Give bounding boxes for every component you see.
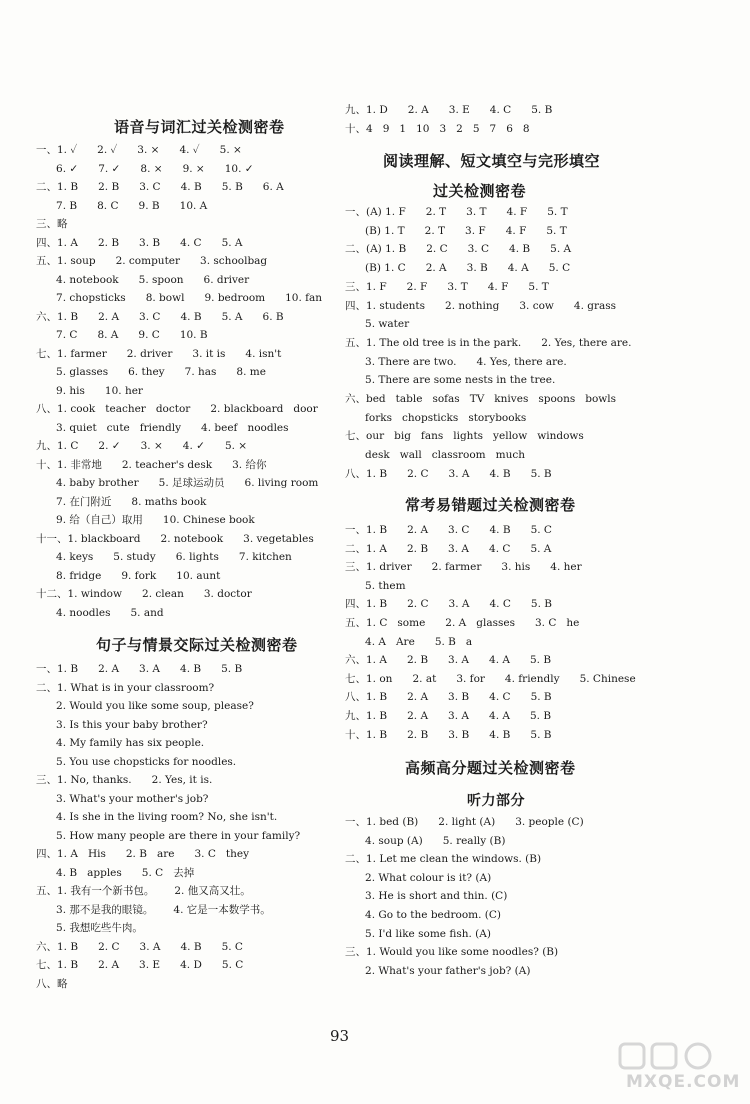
answer-line: 一、1. ✓ 2. ✓ 3. × 4. ✓ 5. × [36, 144, 242, 156]
answer-line: 一、1. B 2. A 3. C 4. B 5. C [345, 524, 552, 536]
answer-line: 十、1. B 2. B 3. B 4. B 5. B [345, 728, 552, 741]
answer-line: 三、1. driver 2. farmer 3. his 4. her [345, 561, 582, 574]
answer-line: 4. noodles 5. and [36, 606, 164, 619]
answer-line: 五、1. 我有一个新书包。 2. 他又高又壮。 [36, 885, 251, 897]
answer-line: 4. baby brother 5. 足球运动员 6. living room [36, 477, 319, 489]
watermark-logo [610, 1042, 744, 1100]
answer-line: 2. What colour is it? (A) [345, 871, 492, 884]
answer-line: desk wall classroom much [345, 449, 525, 462]
answer-line: 7. C 8. A 9. C 10. B [36, 329, 208, 341]
answer-line: 四、1. A 2. B 3. B 4. C 5. A [36, 236, 243, 249]
answer-line: 5. How many people are there in your family? [36, 829, 301, 842]
answer-line: 八、1. B 2. C 3. A 4. B 5. B [345, 467, 552, 480]
answer-line: 3. 那不是我的眼镜。 4. 它是一本数学书。 [36, 903, 271, 916]
answer-line: 五、1. C some 2. A glasses 3. C he [345, 617, 580, 629]
section-title: 高频高分题过关检测密卷 [405, 759, 576, 777]
answer-line: 3. There are two. 4. Yes, there are. [345, 355, 567, 368]
answer-line: 七、1. farmer 2. driver 3. it is 4. isn't [36, 347, 282, 360]
answer-line: 九、1. D 2. A 3. E 4. C 5. B [345, 104, 553, 116]
answer-line: 9. 给（自己）取用 10. Chinese book [36, 514, 255, 526]
answer-line: 九、1. C 2. ✓ 3. × 4. ✓ 5. × [36, 440, 248, 452]
answer-line: (B) 1. T 2. T 3. F 4. F 5. T [345, 224, 567, 237]
answer-line: 3. Is this your baby brother? [36, 718, 208, 731]
section-title: 常考易错题过关检测密卷 [405, 496, 576, 514]
answer-line: 五、1. soup 2. computer 3. schoolbag [36, 255, 268, 267]
answer-line: forks chopsticks storybooks [345, 411, 527, 424]
answer-line: 8. fridge 9. fork 10. aunt [36, 569, 221, 582]
answer-line: 四、1. B 2. C 3. A 4. C 5. B [345, 598, 552, 611]
answer-line: 二、1. A 2. B 3. A 4. C 5. A [345, 542, 552, 555]
answer-line: 六、1. A 2. B 3. A 4. A 5. B [345, 654, 552, 667]
answer-line: 7. B 8. C 9. B 10. A [36, 199, 208, 212]
section-title: 过关检测密卷 [433, 182, 527, 200]
answer-line: 十、4 9 1 10 3 2 5 7 6 8 [345, 123, 530, 135]
answer-line: 十、1. 非常地 2. teacher's desk 3. 给你 [36, 458, 267, 471]
answer-line: 5. I'd like some fish. (A) [345, 927, 491, 940]
answer-line: 十一、1. blackboard 2. notebook 3. vegetables [36, 532, 314, 545]
answer-line: 4. notebook 5. spoon 6. driver [36, 273, 250, 286]
answer-line: 4. soup (A) 5. really (B) [345, 834, 506, 847]
answer-line: 4. My family has six people. [36, 737, 205, 749]
answer-line: 七、our big fans lights yellow windows [345, 430, 584, 443]
answer-line: 2. Would you like some soup, please? [36, 700, 254, 712]
answer-line: 5. You use chopsticks for noodles. [36, 755, 237, 768]
answer-line: 6. ✓ 7. ✓ 8. × 9. × 10. ✓ [36, 162, 254, 175]
answer-line: 5. them [345, 579, 406, 592]
answer-line: 八、1. B 2. A 3. B 4. C 5. B [345, 691, 552, 704]
answer-line: 9. his 10. her [36, 384, 143, 397]
answer-line: 二、(A) 1. B 2. C 3. C 4. B 5. A [345, 243, 572, 256]
section-title: 句子与情景交际过关检测密卷 [96, 636, 298, 654]
answer-line: 5. There are some nests in the tree. [345, 374, 556, 387]
answer-line: 7. 在门附近 8. maths book [36, 495, 207, 508]
answer-line: 八、1. cook teacher doctor 2. blackboard door [36, 403, 318, 415]
answer-line: 五、1. The old tree is in the park. 2. Yes, there are. [345, 336, 632, 349]
answer-line: 九、1. B 2. A 3. A 4. A 5. B [345, 710, 552, 722]
answer-line: 4. A Are 5. B a [345, 635, 473, 648]
answer-line: 二、1. Let me clean the windows. (B) [345, 853, 542, 866]
answer-line: 三、略 [36, 218, 68, 230]
answer-line: 一、(A) 1. F 2. T 3. T 4. F 5. T [345, 206, 568, 218]
answer-line: 5. 我想吃些牛肉。 [36, 922, 143, 934]
answer-line: 5. water [345, 318, 410, 331]
answer-line: 4. Is she in the living room? No, she isn't. [36, 811, 278, 823]
watermark-text: MXQE.COM [626, 1072, 741, 1092]
answer-line: 四、1. A His 2. B are 3. C they [36, 848, 250, 860]
answer-line: 4. keys 5. study 6. lights 7. kitchen [36, 551, 292, 563]
answer-line: 二、1. B 2. B 3. C 4. B 5. B 6. A [36, 181, 284, 193]
answer-line: 三、1. Would you like some noodles? (B) [345, 946, 559, 959]
answer-line: (B) 1. C 2. A 3. B 4. A 5. C [345, 262, 571, 275]
answer-line: 3. What's your mother's job? [36, 792, 209, 805]
answer-line: 3. quiet cute friendly 4. beef noodles [36, 421, 289, 434]
answer-line: 六、1. B 2. A 3. C 4. B 5. A 6. B [36, 310, 284, 323]
answer-line: 八、略 [36, 977, 68, 990]
section-title: 听力部分 [467, 793, 525, 809]
answer-line: 一、1. bed (B) 2. light (A) 3. people (C) [345, 816, 584, 828]
answer-line: 七、1. B 2. A 3. E 4. D 5. C [36, 959, 244, 971]
answer-line: 5. glasses 6. they 7. has 8. me [36, 366, 266, 378]
answer-line: 十二、1. window 2. clean 3. doctor [36, 588, 252, 600]
answer-line: 2. What's your father's job? (A) [345, 964, 531, 977]
answer-line: 二、1. What is in your classroom? [36, 681, 215, 694]
answer-line: 七、1. on 2. at 3. for 4. friendly 5. Chinese [345, 672, 636, 685]
section-title: 阅读理解、短文填空与完形填空 [383, 152, 601, 170]
answer-line: 7. chopsticks 8. bowl 9. bedroom 10. fan [36, 292, 323, 304]
answer-line: 4. Go to the bedroom. (C) [345, 909, 502, 921]
answer-line: 六、bed table sofas TV knives spoons bowls [345, 393, 617, 405]
section-title: 语音与词汇过关检测密卷 [114, 118, 285, 136]
answer-line: 三、1. No, thanks. 2. Yes, it is. [36, 774, 213, 786]
page-number: 93 [330, 1027, 350, 1045]
answer-line: 一、1. B 2. A 3. A 4. B 5. B [36, 663, 243, 675]
answer-line: 3. He is short and thin. (C) [345, 890, 508, 903]
answer-line: 三、1. F 2. F 3. T 4. F 5. T [345, 280, 549, 293]
answer-line: 4. B apples 5. C 去掉 [36, 866, 195, 879]
answer-line: 六、1. B 2. C 3. A 4. B 5. C [36, 940, 243, 953]
answer-line: 四、1. students 2. nothing 3. cow 4. grass [345, 299, 617, 312]
